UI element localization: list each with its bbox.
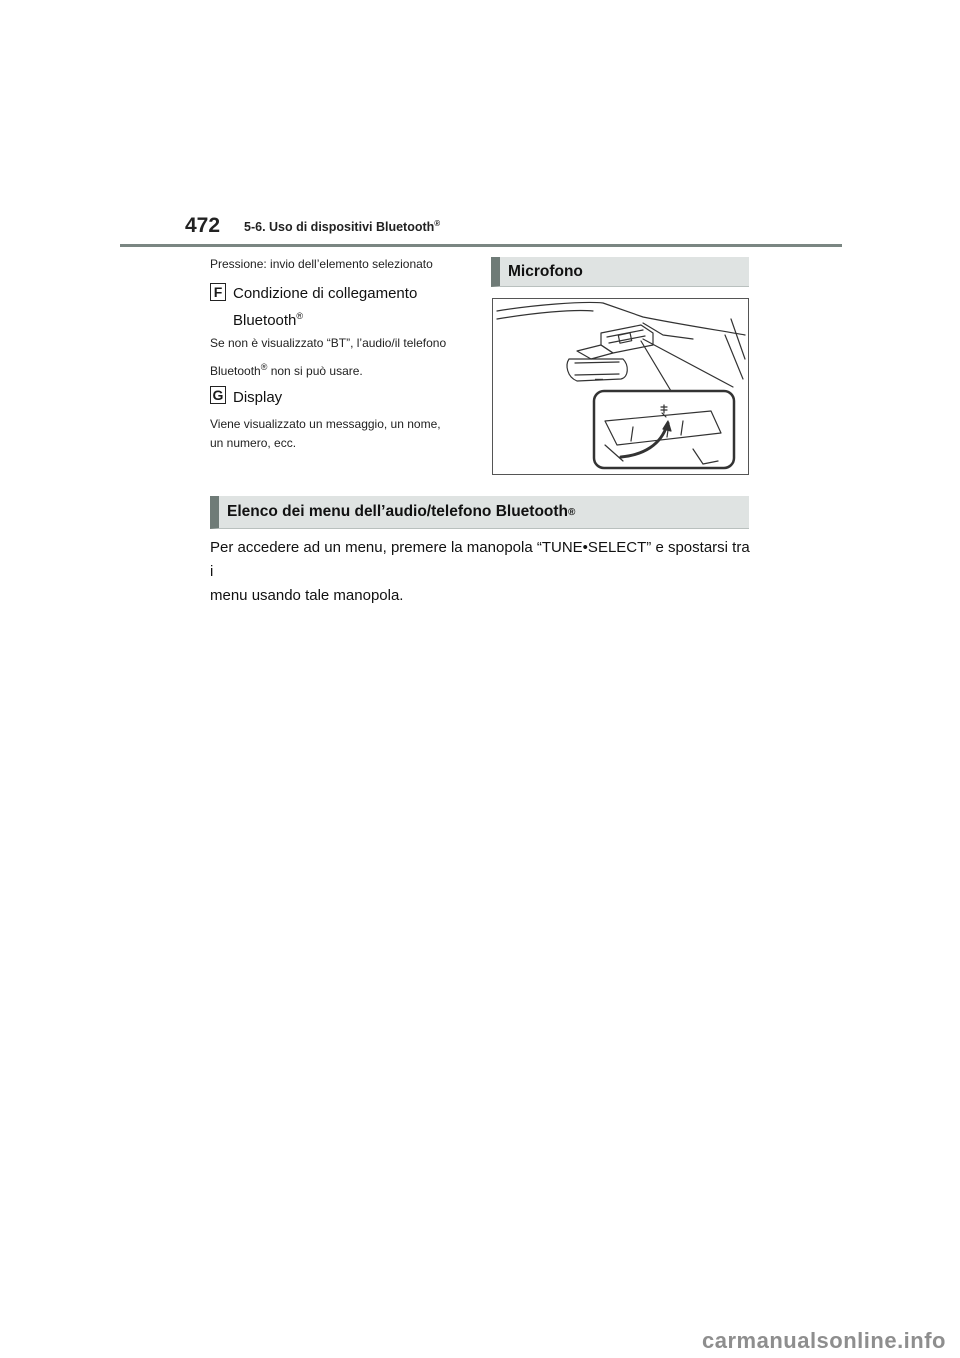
menu-instructions-line1: Per accedere ad un menu, premere la manopola “TUNE•SELECT” e spostarsi tra i [210,539,750,580]
item-f-title-line1: Condizione di collegamento [233,285,418,302]
item-letter-f: F [210,283,226,301]
overhead-console-drawing [493,299,748,474]
item-f-title-line2: Bluetooth® [233,311,304,329]
microphone-illustration [492,298,749,475]
item-g-title: Display [233,389,283,406]
header-divider [120,244,842,247]
press-description: Pressione: invio dell’elemento selezionato [210,257,433,271]
page-number: 472 [185,214,221,237]
item-f-description-line1: Se non è visualizzato “BT”, l’audio/il telefono [210,336,447,350]
item-f-description-line2: Bluetooth® non si può usare. [210,362,363,378]
microphone-heading: Microfono [491,257,749,287]
registered-mark: ® [434,219,441,228]
watermark-link[interactable]: carmanualsonline.info [702,1328,946,1353]
menu-instructions-line2: menu usando tale manopola. [210,587,404,604]
svg-text:▬▬: ▬▬ [595,376,603,381]
item-g-description-line2: un numero, ecc. [210,436,297,450]
item-letter-g: G [210,386,226,404]
menu-list-heading: Elenco dei menu dell’audio/telefono Bluetooth ® [210,496,749,529]
menu-instructions [210,536,755,608]
item-g-description-line1: Viene visualizzato un messaggio, un nome, [210,417,441,431]
section-title: 5-6. Uso di dispositivi Bluetooth® [244,219,441,235]
